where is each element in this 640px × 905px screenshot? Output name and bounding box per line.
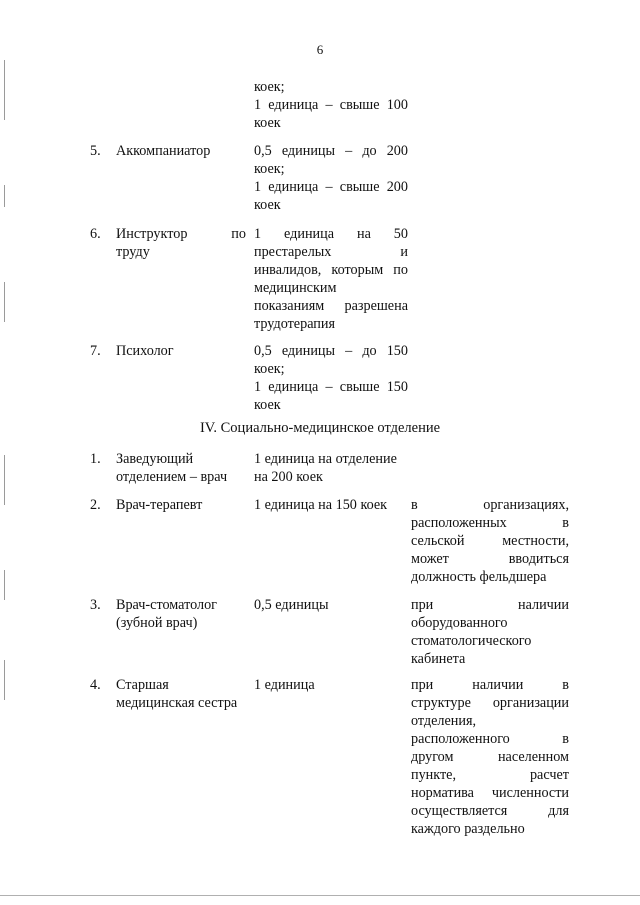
note-line: должность фельдшера [411,569,547,585]
row-number: 6. [90,226,101,242]
row-number: 7. [90,343,101,359]
position-name: Старшая [116,677,169,693]
position-name: Заведующий [116,451,194,467]
norm-line: 1 единица – свыше 200 [254,179,408,195]
row-number: 5. [90,143,101,159]
norm-line: 1 единица – свыше 150 [254,379,408,395]
norm-line: 1 единица [254,677,315,693]
note-line: расположенных в [411,515,569,531]
row-number: 2. [90,497,101,513]
note-line: в организациях, [411,497,569,513]
note-line: сельской местности, [411,533,569,549]
note-line: норматива численности [411,785,569,801]
note-line: стоматологического [411,633,532,649]
scan-edge-mark [4,185,5,207]
norm-line: престарелых и [254,244,408,260]
note-line: отделения, [411,713,477,729]
row-number: 4. [90,677,101,693]
position-name: Психолог [116,343,174,359]
position-name: Врач-терапевт [116,497,203,513]
section-title: IV. Социально-медицинское отделение [199,420,441,436]
row-number: 3. [90,597,101,613]
note-line: при наличии в [411,677,569,693]
scan-bottom-edge [0,895,640,896]
norm-line: коек [254,197,281,213]
note-line: каждого раздельно [411,821,525,837]
row-number: 1. [90,451,101,467]
note-line: оборудованного [411,615,508,631]
norm-line: 0,5 единицы – до 150 [254,343,408,359]
note-line: структуре организации [411,695,569,711]
norm-line: коек; [254,161,285,177]
norm-line: 1 единица на 150 коек [254,497,388,513]
note-line: осуществляется для [411,803,569,819]
position-name: Аккомпаниатор [116,143,211,159]
scan-edge-mark [4,570,5,600]
norm-line: инвалидов, которым по [254,262,408,278]
note-line: может вводиться [411,551,569,567]
scan-edge-mark [4,60,5,120]
norm-line: 0,5 единицы – до 200 [254,143,408,159]
position-name: Инструктор по [116,226,246,242]
note-line: при наличии [411,597,569,613]
norm-line: на 200 коек [254,469,323,485]
note-line: кабинета [411,651,466,667]
norm-line: 1 единица – свыше 100 [254,97,408,113]
norm-line: коек [254,115,281,131]
note-line: другом населенном [411,749,569,765]
position-name: медицинская сестра [116,695,238,711]
norm-line: коек; [254,79,285,95]
norm-line: коек [254,397,281,413]
norm-line: коек; [254,361,285,377]
norm-line: 1 единица на отделение [254,451,397,467]
norm-line: 1 единица на 50 [254,226,408,242]
note-line: расположенного в [411,731,569,747]
scan-edge-mark [4,455,5,505]
note-line: пункте, расчет [411,767,569,783]
norm-line: показаниям разрешена [254,298,408,314]
norm-line: медицинским [254,280,337,296]
position-name: отделением – врач [116,469,228,485]
scan-edge-mark [4,282,5,322]
position-name: (зубной врач) [116,615,198,631]
scan-edge-mark [4,660,5,700]
position-name: труду [116,244,150,260]
position-name: Врач-стоматолог [116,597,218,613]
page-number: 6 [316,42,324,57]
norm-line: трудотерапия [254,316,336,332]
norm-line: 0,5 единицы [254,597,329,613]
